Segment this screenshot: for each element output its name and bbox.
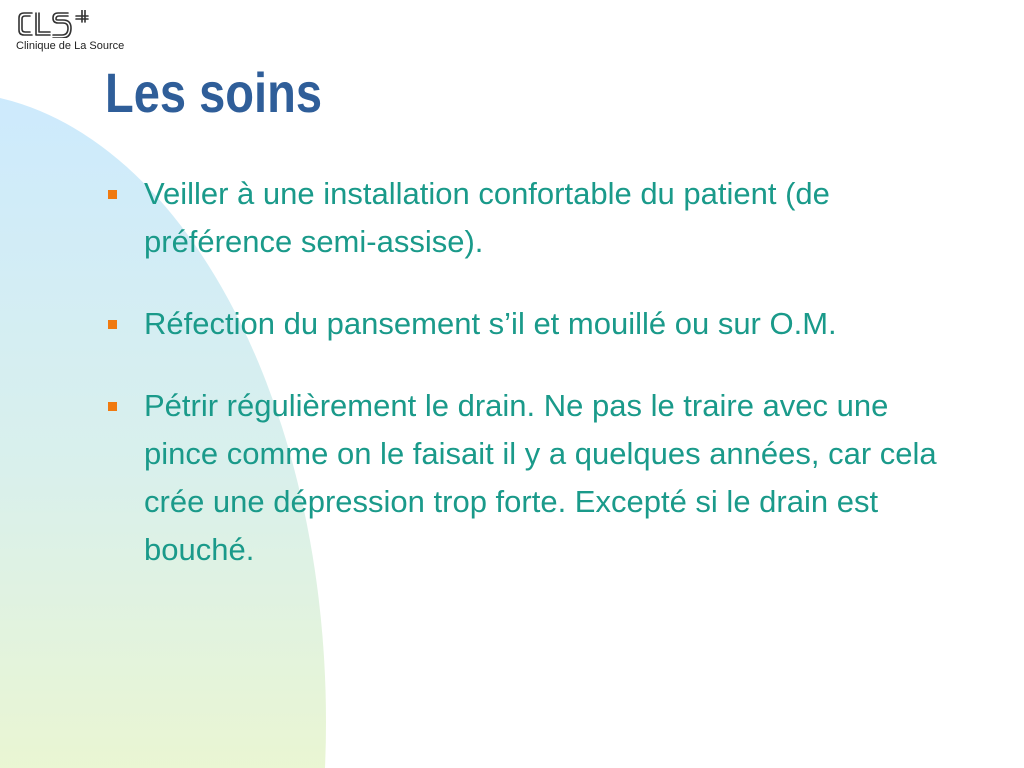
- clinic-logo-caption: Clinique de La Source: [16, 40, 125, 52]
- bullet-item: [104, 382, 964, 574]
- bullet-item: [104, 300, 964, 348]
- clinic-logo: [16, 10, 142, 54]
- bullet-text: Pétrir régulièrement le drain. Ne pas le traire avec une pince comme on le faisait il y a quelques années, car cela crée une dépression trop forte. Excepté si le drain est bouché.: [144, 388, 937, 567]
- bullet-text: Réfection du pansement s’il et mouillé ou sur O.M.: [144, 306, 837, 341]
- slide-title: Les soins: [105, 61, 322, 124]
- square-bullet-icon: [108, 402, 117, 411]
- square-bullet-icon: [108, 190, 117, 199]
- bullet-text: Veiller à une installation confortable du patient (de préférence semi-assise).: [144, 176, 830, 259]
- square-bullet-icon: [108, 320, 117, 329]
- bullet-list: [104, 170, 964, 574]
- clinic-logo-mark-icon: [16, 10, 116, 38]
- bullet-item: [104, 170, 964, 266]
